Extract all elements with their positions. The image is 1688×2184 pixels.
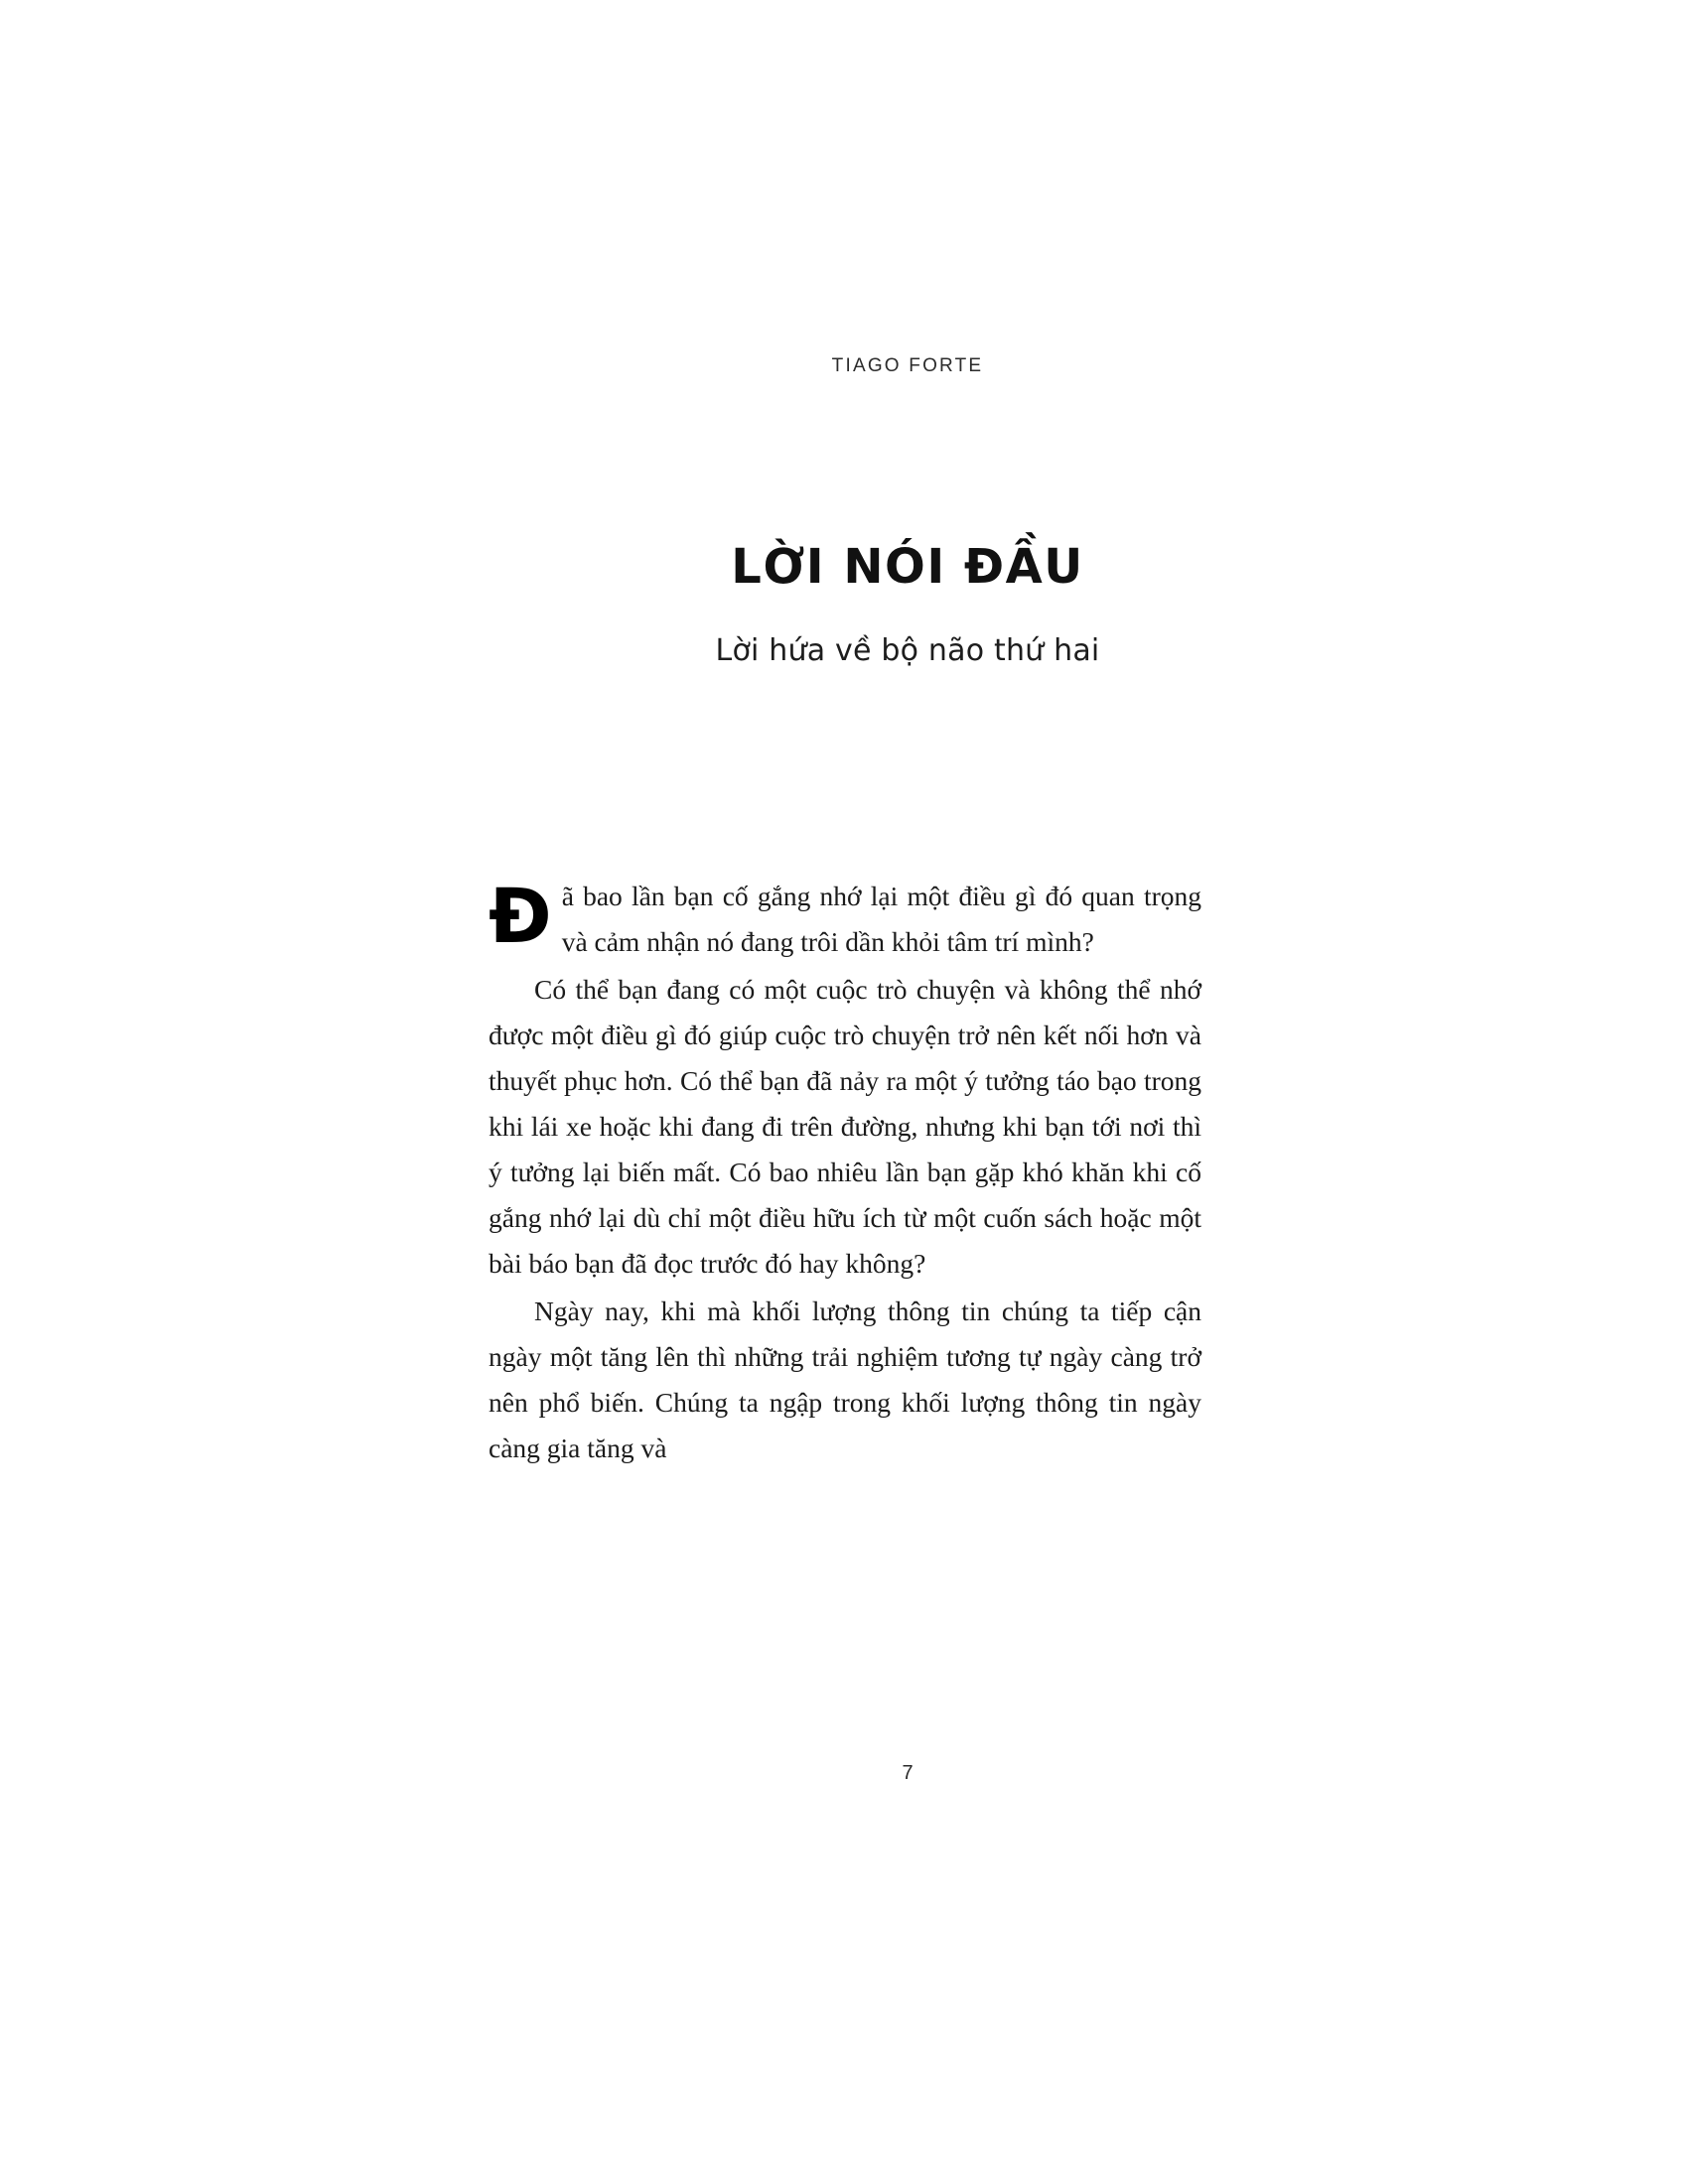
body-text-column xyxy=(489,874,1201,1473)
paragraph-3: Ngày nay, khi mà khối lượng thông tin chúng ta tiếp cận ngày một tăng lên thì những trải nghiệm tương tự ngày càng trở nên phổ biến. Chúng ta ngập trong khối lượng thông tin ngày càng gia tăng và xyxy=(489,1296,1201,1463)
running-head: TIAGO FORTE xyxy=(831,355,984,376)
chapter-subtitle: Lời hứa về bộ não thứ hai xyxy=(715,632,1100,668)
chapter-title: LỜI NÓI ĐẦU xyxy=(731,539,1084,595)
paragraph-1 xyxy=(489,874,1201,965)
drop-cap: Đ xyxy=(489,872,552,960)
paragraph-1-text: ã bao lần bạn cố gắng nhớ lại một điều gì đó quan trọng và cảm nhận nó đang trôi dần khỏi tâm trí mình? xyxy=(561,881,1201,957)
page-number: 7 xyxy=(902,1762,914,1784)
chapter-heading-block xyxy=(0,541,1688,668)
paragraph-2: Có thể bạn đang có một cuộc trò chuyện và không thể nhớ được một điều gì đó giúp cuộc trò chuyện trở nên kết nối hơn và thuyết phục hơn. Có thể bạn đã nảy ra một ý tưởng táo bạo trong khi lái xe hoặc khi đang đi trên đường, nhưng khi bạn tới nơi thì ý tưởng lại biến mất. Có bao nhiêu lần bạn gặp khó khăn khi cố gắng nhớ lại dù chỉ một điều hữu ích từ một cuốn sách hoặc một bài báo bạn đã đọc trước đó hay không? xyxy=(489,974,1201,1279)
